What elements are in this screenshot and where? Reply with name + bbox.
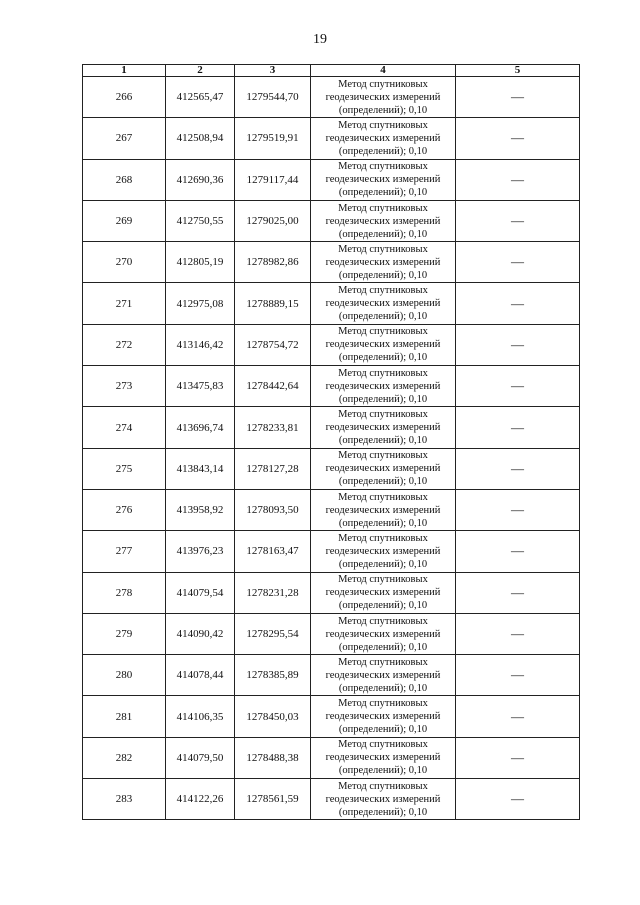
table-row [83,159,580,200]
method-line-1: Метод спутниковых [338,450,428,462]
method-line-1: Метод спутниковых [338,491,428,503]
method-line-1: Метод спутниковых [338,409,428,421]
method-line-3: (определений); 0,10 [338,641,428,653]
x-coordinate-cell: 414122,26 [166,779,235,820]
point-number-cell: 272 [83,324,166,365]
method-line-3: (определений); 0,10 [338,104,428,116]
table-row [83,283,580,324]
header-col-1: 1 [83,65,166,77]
table-body [83,77,580,820]
method-line-2: геодезических измерений [325,504,441,516]
method-line-3: (определений); 0,10 [338,558,428,570]
method-cell [311,77,456,118]
method-line-1: Метод спутниковых [338,285,428,297]
method-line-2: геодезических измерений [325,463,441,475]
point-number-cell: 282 [83,737,166,778]
method-line-3: (определений); 0,10 [338,806,428,818]
table-row [83,779,580,820]
x-coordinate-cell: 413958,92 [166,489,235,530]
y-coordinate-cell: 1279519,91 [235,118,311,159]
x-coordinate-cell: 414106,35 [166,696,235,737]
method-line-2: геодезических измерений [325,174,441,186]
notes-cell: — [456,242,580,283]
method-line-3: (определений); 0,10 [338,517,428,529]
method-line-3: (определений); 0,10 [338,393,428,405]
notes-cell: — [456,77,580,118]
method-line-3: (определений); 0,10 [338,724,428,736]
method-line-1: Метод спутниковых [338,656,428,668]
x-coordinate-cell: 413976,23 [166,531,235,572]
notes-cell: — [456,448,580,489]
header-col-3: 3 [235,65,311,77]
notes-cell: — [456,779,580,820]
method-line-1: Метод спутниковых [338,202,428,214]
point-number-cell: 279 [83,613,166,654]
method-line-3: (определений); 0,10 [338,682,428,694]
notes-cell: — [456,324,580,365]
method-line-1: Метод спутниковых [338,615,428,627]
page-number: 19 [313,32,327,47]
notes-cell: — [456,696,580,737]
point-number-cell: 273 [83,366,166,407]
y-coordinate-cell: 1278450,03 [235,696,311,737]
notes-cell: — [456,407,580,448]
table-row [83,324,580,365]
method-cell [311,283,456,324]
method-line-2: геодезических измерений [325,339,441,351]
x-coordinate-cell: 412975,08 [166,283,235,324]
notes-cell: — [456,200,580,241]
method-line-2: геодезических измерений [325,380,441,392]
y-coordinate-cell: 1278163,47 [235,531,311,572]
notes-cell: — [456,366,580,407]
x-coordinate-cell: 412508,94 [166,118,235,159]
notes-cell: — [456,531,580,572]
method-line-2: геодезических измерений [325,711,441,723]
method-cell [311,242,456,283]
x-coordinate-cell: 414078,44 [166,655,235,696]
method-line-3: (определений); 0,10 [338,311,428,323]
table-row [83,655,580,696]
table-row [83,77,580,118]
method-cell [311,655,456,696]
method-line-1: Метод спутниковых [338,326,428,338]
x-coordinate-cell: 412565,47 [166,77,235,118]
table-row [83,489,580,530]
method-cell [311,200,456,241]
point-number-cell: 269 [83,200,166,241]
point-number-cell: 280 [83,655,166,696]
method-line-1: Метод спутниковых [338,698,428,710]
method-line-1: Метод спутниковых [338,78,428,90]
method-line-3: (определений); 0,10 [338,352,428,364]
coordinates-table [82,64,580,820]
method-line-3: (определений); 0,10 [338,269,428,281]
x-coordinate-cell: 413475,83 [166,366,235,407]
method-cell [311,696,456,737]
method-line-1: Метод спутниковых [338,119,428,131]
table-row [83,737,580,778]
method-line-2: геодезических измерений [325,669,441,681]
method-cell [311,489,456,530]
method-line-2: геодезических измерений [325,132,441,144]
notes-cell: — [456,489,580,530]
notes-cell: — [456,283,580,324]
point-number-cell: 275 [83,448,166,489]
table-row [83,200,580,241]
method-line-2: геодезических измерений [325,752,441,764]
header-row [83,65,580,77]
method-line-1: Метод спутниковых [338,161,428,173]
method-cell [311,366,456,407]
y-coordinate-cell: 1279544,70 [235,77,311,118]
y-coordinate-cell: 1278295,54 [235,613,311,654]
y-coordinate-cell: 1278982,86 [235,242,311,283]
method-line-3: (определений); 0,10 [338,765,428,777]
method-line-2: геодезических измерений [325,628,441,640]
table-row [83,531,580,572]
method-line-2: геодезических измерений [325,422,441,434]
y-coordinate-cell: 1279117,44 [235,159,311,200]
method-line-2: геодезических измерений [325,298,441,310]
method-line-3: (определений); 0,10 [338,435,428,447]
header-col-2: 2 [166,65,235,77]
x-coordinate-cell: 412750,55 [166,200,235,241]
table-row [83,407,580,448]
method-cell [311,779,456,820]
notes-cell: — [456,737,580,778]
method-line-1: Метод спутниковых [338,532,428,544]
x-coordinate-cell: 412690,36 [166,159,235,200]
method-cell [311,448,456,489]
table-row [83,366,580,407]
y-coordinate-cell: 1278889,15 [235,283,311,324]
method-line-1: Метод спутниковых [338,739,428,751]
y-coordinate-cell: 1278093,50 [235,489,311,530]
header-col-5: 5 [456,65,580,77]
table-row [83,696,580,737]
header-col-4: 4 [311,65,456,77]
notes-cell: — [456,118,580,159]
x-coordinate-cell: 412805,19 [166,242,235,283]
point-number-cell: 277 [83,531,166,572]
y-coordinate-cell: 1278233,81 [235,407,311,448]
point-number-cell: 274 [83,407,166,448]
y-coordinate-cell: 1278385,89 [235,655,311,696]
method-line-2: геодезических измерений [325,587,441,599]
point-number-cell: 268 [83,159,166,200]
point-number-cell: 276 [83,489,166,530]
point-number-cell: 270 [83,242,166,283]
method-cell [311,407,456,448]
table-row [83,118,580,159]
x-coordinate-cell: 414090,42 [166,613,235,654]
notes-cell: — [456,159,580,200]
y-coordinate-cell: 1279025,00 [235,200,311,241]
x-coordinate-cell: 414079,54 [166,572,235,613]
method-cell [311,118,456,159]
y-coordinate-cell: 1278442,64 [235,366,311,407]
point-number-cell: 283 [83,779,166,820]
method-line-3: (определений); 0,10 [338,187,428,199]
method-line-2: геодезических измерений [325,793,441,805]
table-row [83,448,580,489]
table-row [83,242,580,283]
method-line-3: (определений); 0,10 [338,228,428,240]
table-row [83,613,580,654]
x-coordinate-cell: 413146,42 [166,324,235,365]
method-line-1: Метод спутниковых [338,367,428,379]
y-coordinate-cell: 1278488,38 [235,737,311,778]
point-number-cell: 266 [83,77,166,118]
y-coordinate-cell: 1278231,28 [235,572,311,613]
method-line-3: (определений); 0,10 [338,600,428,612]
method-line-1: Метод спутниковых [338,243,428,255]
x-coordinate-cell: 413843,14 [166,448,235,489]
method-line-1: Метод спутниковых [338,780,428,792]
method-cell [311,572,456,613]
method-cell [311,159,456,200]
method-line-2: геодезических измерений [325,256,441,268]
y-coordinate-cell: 1278561,59 [235,779,311,820]
method-line-3: (определений); 0,10 [338,476,428,488]
notes-cell: — [456,572,580,613]
method-line-2: геодезических измерений [325,545,441,557]
x-coordinate-cell: 413696,74 [166,407,235,448]
method-line-2: геодезических измерений [325,91,441,103]
point-number-cell: 281 [83,696,166,737]
method-line-3: (определений); 0,10 [338,145,428,157]
notes-cell: — [456,613,580,654]
method-cell [311,324,456,365]
y-coordinate-cell: 1278754,72 [235,324,311,365]
x-coordinate-cell: 414079,50 [166,737,235,778]
notes-cell: — [456,655,580,696]
method-cell [311,531,456,572]
point-number-cell: 271 [83,283,166,324]
method-cell [311,737,456,778]
table-row [83,572,580,613]
method-cell [311,613,456,654]
y-coordinate-cell: 1278127,28 [235,448,311,489]
method-line-2: геодезических измерений [325,215,441,227]
method-line-1: Метод спутниковых [338,574,428,586]
point-number-cell: 267 [83,118,166,159]
point-number-cell: 278 [83,572,166,613]
